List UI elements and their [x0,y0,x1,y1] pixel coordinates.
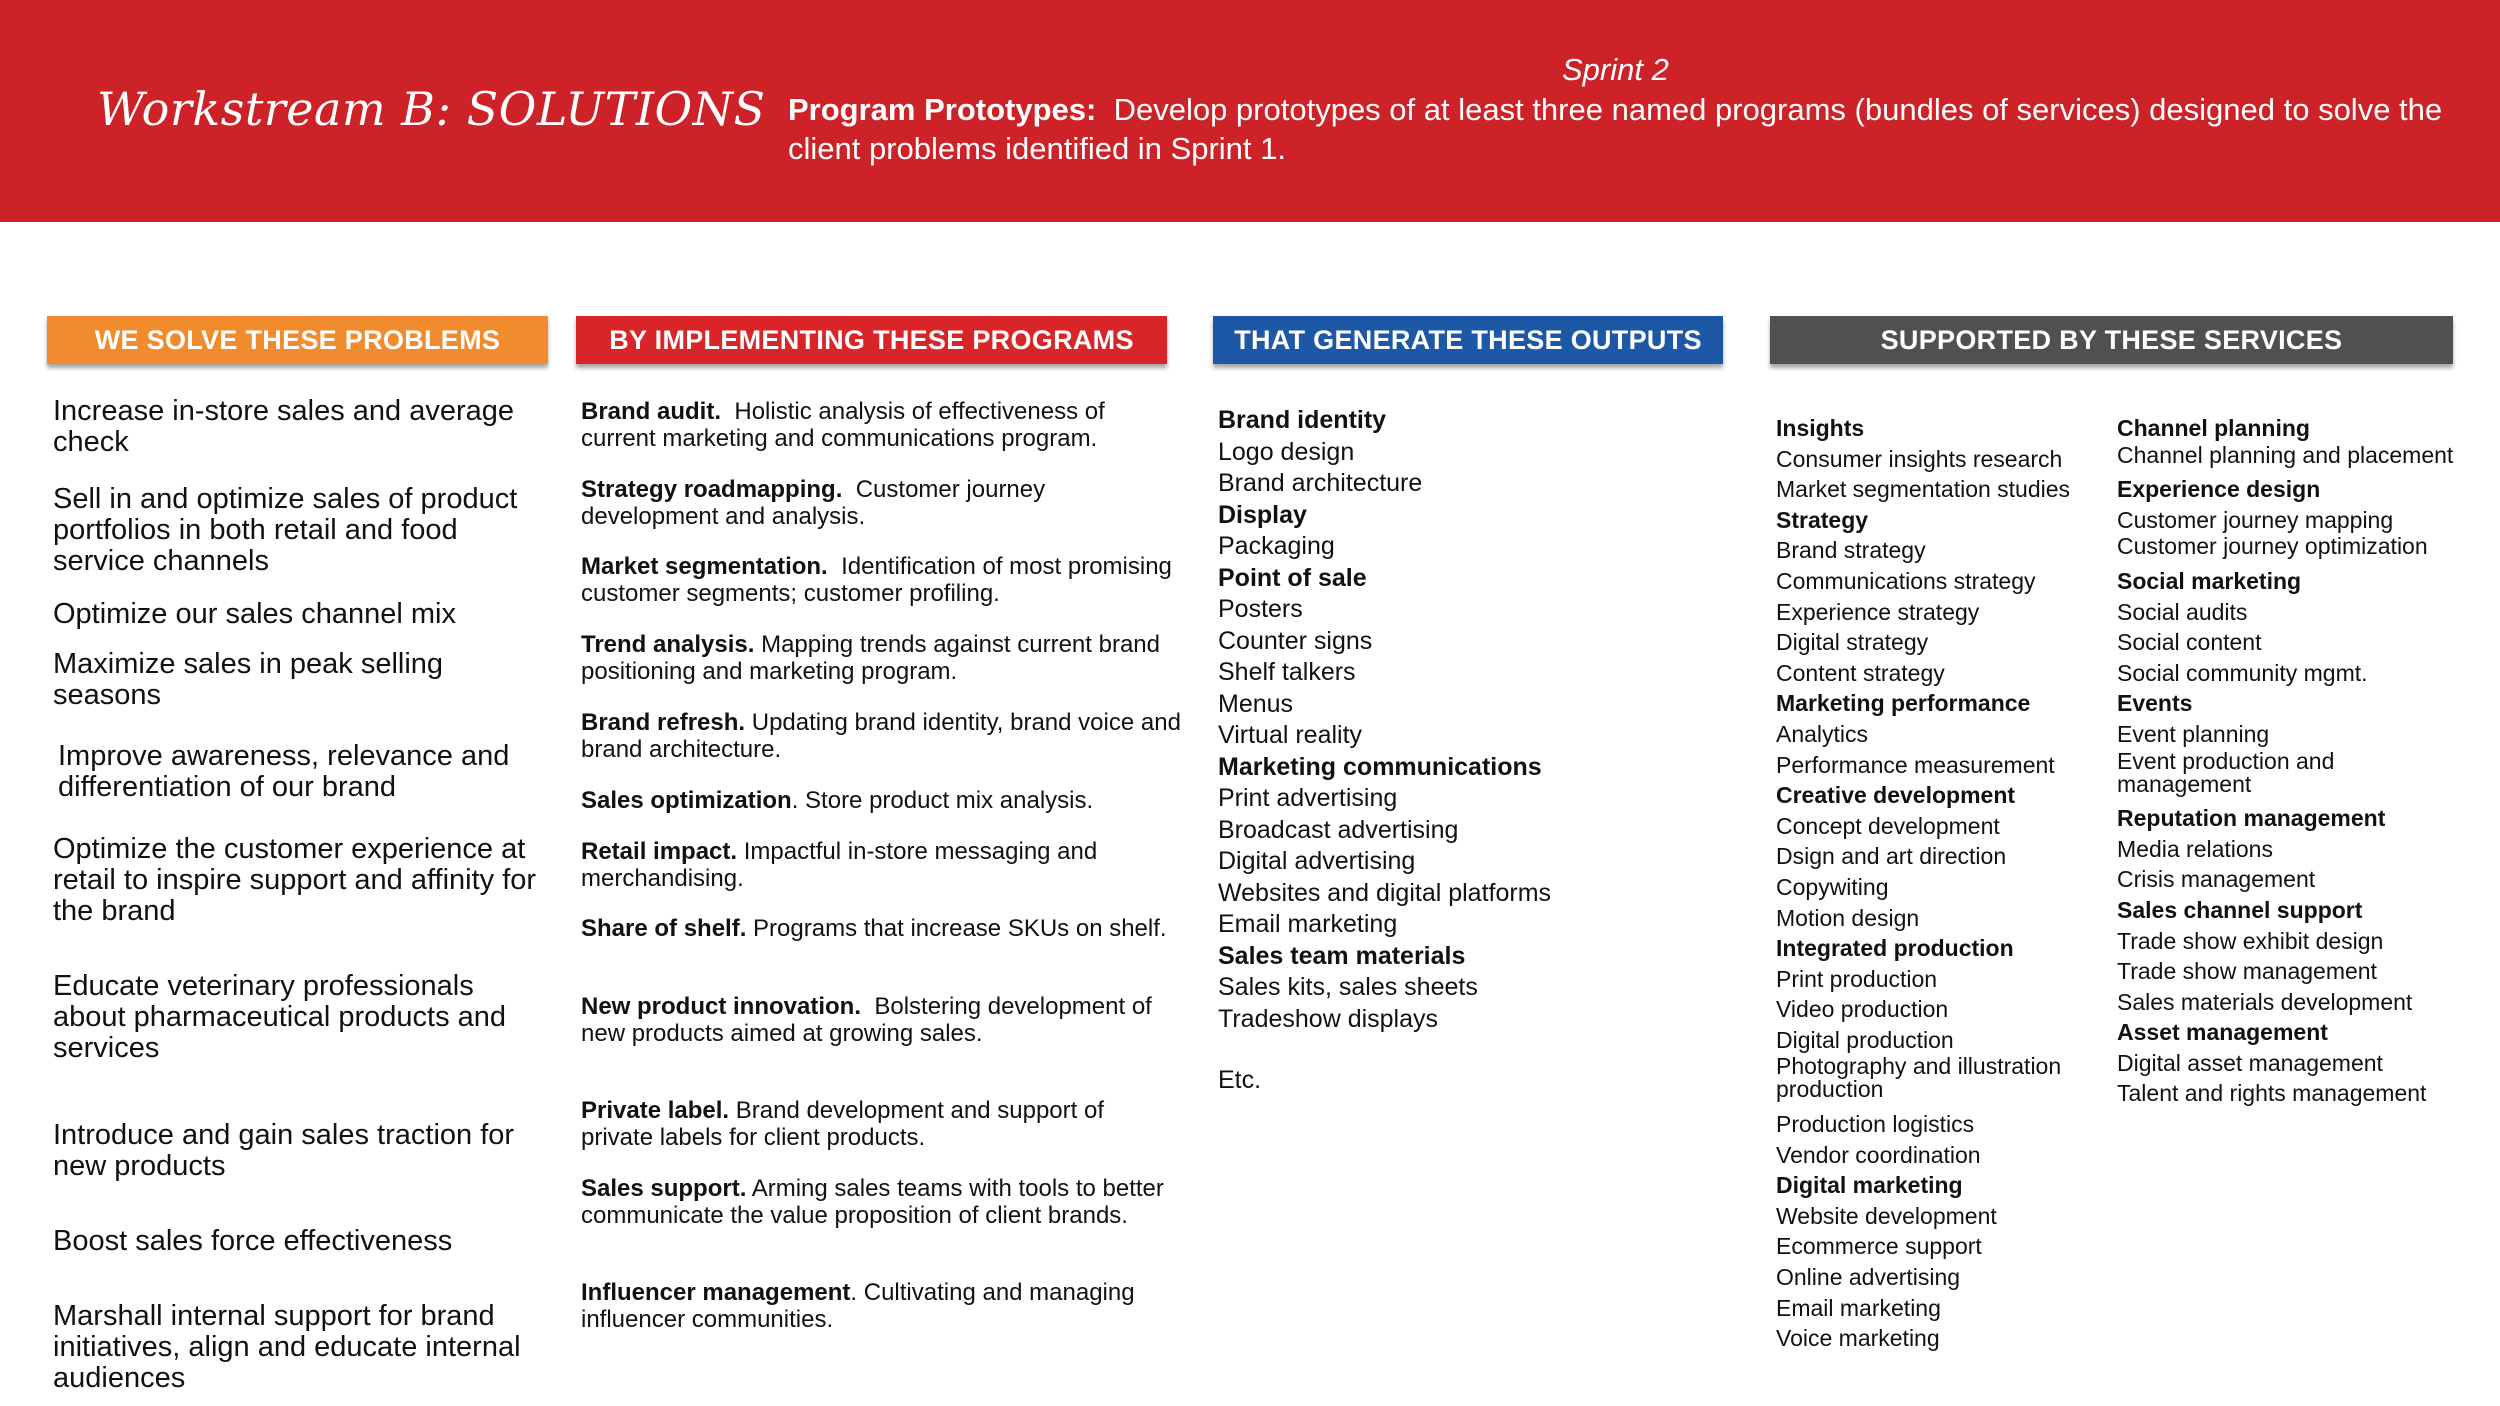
service-item: Customer journey optimization [2117,533,2428,560]
service-item-heading: Strategy [1776,506,1869,533]
program-item [581,1175,1181,1229]
service-item: Social audits [2117,598,2248,625]
service-item: Online advertising [1776,1264,1961,1291]
program-desc: Mapping trends against current brand positioning and marketing program. [581,631,1160,685]
output-item: Email marketing [1218,910,1398,938]
service-item: Analytics [1776,720,1869,747]
service-item-heading: Insights [1776,415,1865,441]
output-item-heading: Sales team materials [1218,941,1466,970]
workstream-title: Workstream B: SOLUTIONS [97,82,766,136]
output-item: Virtual reality [1218,721,1363,749]
program-name: Share of shelf. [581,915,747,942]
service-item: Event production and management [2117,747,2335,797]
output-item: Logo design [1218,437,1355,466]
output-item: Counter signs [1218,626,1373,655]
service-item: Experience strategy [1776,598,1980,625]
program-desc: Bolstering development of new products aimed at growing sales. [581,993,1152,1047]
service-item: Digital strategy [1776,629,1929,656]
problem-item: Improve awareness, relevance and differentiation of our brand [58,740,510,803]
program-item [581,787,1181,814]
program-item [581,993,1181,1047]
program-item [581,1097,1181,1151]
service-item-heading: Asset management [2117,1019,2328,1046]
service-item-heading: Creative development [1776,782,2016,809]
service-item: Vendor coordination [1776,1141,1981,1168]
problem-item: Maximize sales in peak selling seasons [53,648,444,711]
problem-item: Sell in and optimize sales of product portfolios in both retail and food service channels [53,483,518,577]
output-item-heading: Point of sale [1218,563,1367,592]
program-item [581,915,1181,942]
service-item: Digital asset management [2117,1049,2383,1076]
service-item-heading: Reputation management [2117,805,2386,832]
service-item: Social community mgmt. [2117,659,2368,686]
problem-item: Marshall internal support for brand initiatives, align and educate internal audiences [53,1300,521,1394]
output-item: Digital advertising [1218,847,1416,875]
output-item: Shelf talkers [1218,658,1356,686]
program-desc: . Store product mix analysis. [791,787,1094,814]
problem-item: Optimize our sales channel mix [53,598,456,630]
service-item: Sales materials development [2117,988,2413,1015]
service-item: Digital production [1776,1026,1954,1053]
program-desc: Arming sales teams with tools to better communicate the value proposition of client brands. [581,1175,1164,1229]
service-item-heading: Experience design [2117,476,2321,503]
service-item-heading: Digital marketing [1776,1172,1963,1199]
service-item: Ecommerce support [1776,1233,1982,1260]
services-list-left [1776,413,2106,1354]
output-item: Posters [1218,595,1303,623]
program-name: Brand audit. [581,398,722,425]
program-name: Brand refresh. [581,709,746,736]
services-list-right [2117,413,2457,1109]
output-item: Packaging [1218,532,1335,560]
title-banner [0,0,2500,222]
program-name: Sales support. [581,1175,747,1202]
service-item: Customer journey mapping [2117,506,2394,533]
service-item: Dsign and art direction [1776,843,2007,870]
program-desc: Customer journey development and analysis. [581,476,1046,530]
program-name: Retail impact. [581,838,738,865]
program-name: Strategy roadmapping. [581,476,843,503]
program-item [581,398,1181,452]
program-item [581,709,1181,763]
output-item-heading: Brand identity [1218,406,1387,434]
service-item: Brand strategy [1776,537,1926,564]
program-item [581,1279,1181,1333]
program-item [581,476,1181,530]
program-desc: Programs that increase SKUs on shelf. [753,915,1167,942]
service-item: Video production [1776,996,1949,1023]
service-item: Voice marketing [1776,1325,1940,1352]
service-item: Trade show exhibit design [2117,927,2384,954]
service-item: Trade show management [2117,958,2377,985]
service-item: Production logistics [1776,1111,1975,1138]
service-item: Print production [1776,965,1938,992]
program-item [581,553,1181,607]
program-desc: Updating brand identity, brand voice and brand architecture. [581,709,1181,763]
problem-item: Boost sales force effectiveness [53,1225,453,1257]
problem-item: Increase in-store sales and average check [53,395,515,458]
sprint-label: Sprint 2 [1562,52,1669,87]
outputs-list [1218,405,1698,1097]
program-desc: Impactful in-store messaging and merchandising. [581,838,1098,892]
program-name: New product innovation. [581,993,861,1020]
service-item: Concept development [1776,812,2000,839]
service-item: Performance measurement [1776,751,2055,778]
program-name: Trend analysis. [581,631,755,658]
program-prototypes-label: Program Prototypes: [788,92,1097,127]
service-item-heading: Integrated production [1776,935,2014,962]
outputs-header: THAT GENERATE THESE OUTPUTS [1213,316,1723,364]
service-item: Content strategy [1776,659,1945,686]
service-item-heading: Channel planning [2117,415,2310,441]
service-item: Talent and rights management [2117,1080,2427,1107]
service-item: Consumer insights research [1776,445,2063,472]
problem-item: Introduce and gain sales traction for new products [53,1119,515,1182]
service-item: Email marketing [1776,1294,1941,1321]
service-item-heading: Events [2117,690,2193,717]
output-item: Sales kits, sales sheets [1218,973,1478,1001]
service-item: Crisis management [2117,866,2316,893]
problem-item: Educate veterinary professionals about pharmaceutical products and services [53,970,507,1064]
program-prototypes-description [788,90,2478,168]
service-item-heading: Social marketing [2117,567,2302,594]
output-item-heading: Marketing communications [1218,752,1542,781]
program-item [581,838,1181,892]
service-item: Media relations [2117,835,2273,862]
output-item: Print advertising [1218,784,1398,812]
service-item: Motion design [1776,904,1920,931]
output-item: Etc. [1218,1066,1262,1094]
service-item-heading: Marketing performance [1776,690,2031,717]
program-name: Influencer management [581,1279,851,1306]
output-item-heading: Display [1218,500,1307,529]
service-item: Photography and illustration production [1776,1053,2062,1103]
services-header: SUPPORTED BY THESE SERVICES [1770,316,2453,364]
program-item [581,631,1181,685]
service-item-heading: Sales channel support [2117,896,2363,923]
program-desc: Holistic analysis of effectiveness of current marketing and communications program. [581,398,1105,452]
programs-header: BY IMPLEMENTING THESE PROGRAMS [576,316,1167,364]
service-item: Communications strategy [1776,567,2036,594]
output-item: Websites and digital platforms [1218,878,1552,907]
service-item: Event planning [2117,720,2270,747]
service-item: Social content [2117,629,2262,656]
list-spacer [1218,1035,1698,1065]
output-item: Menus [1218,689,1294,718]
service-item: Website development [1776,1202,1997,1229]
program-name: Private label. [581,1097,730,1124]
program-desc: Brand development and support of private labels for client products. [581,1097,1104,1151]
output-item: Brand architecture [1218,469,1423,497]
program-desc: . Cultivating and managing influencer communities. [581,1279,1135,1333]
output-item: Tradeshow displays [1218,1004,1439,1033]
program-desc: Identification of most promising customer segments; customer profiling. [581,553,1172,607]
program-name: Sales optimization [581,787,792,814]
service-item: Market segmentation studies [1776,476,2071,503]
service-item: Copywiting [1776,873,1889,900]
problems-header: WE SOLVE THESE PROBLEMS [47,316,548,364]
output-item: Broadcast advertising [1218,815,1459,844]
problem-item: Optimize the customer experience at retail to inspire support and affinity for the brand [53,833,537,927]
program-prototypes-text: Develop prototypes of at least three named programs (bundles of services) designed to solve the client problems identified in Sprint 1. [788,92,2443,166]
program-name: Market segmentation. [581,553,828,580]
service-item: Channel planning and placement [2117,441,2454,468]
